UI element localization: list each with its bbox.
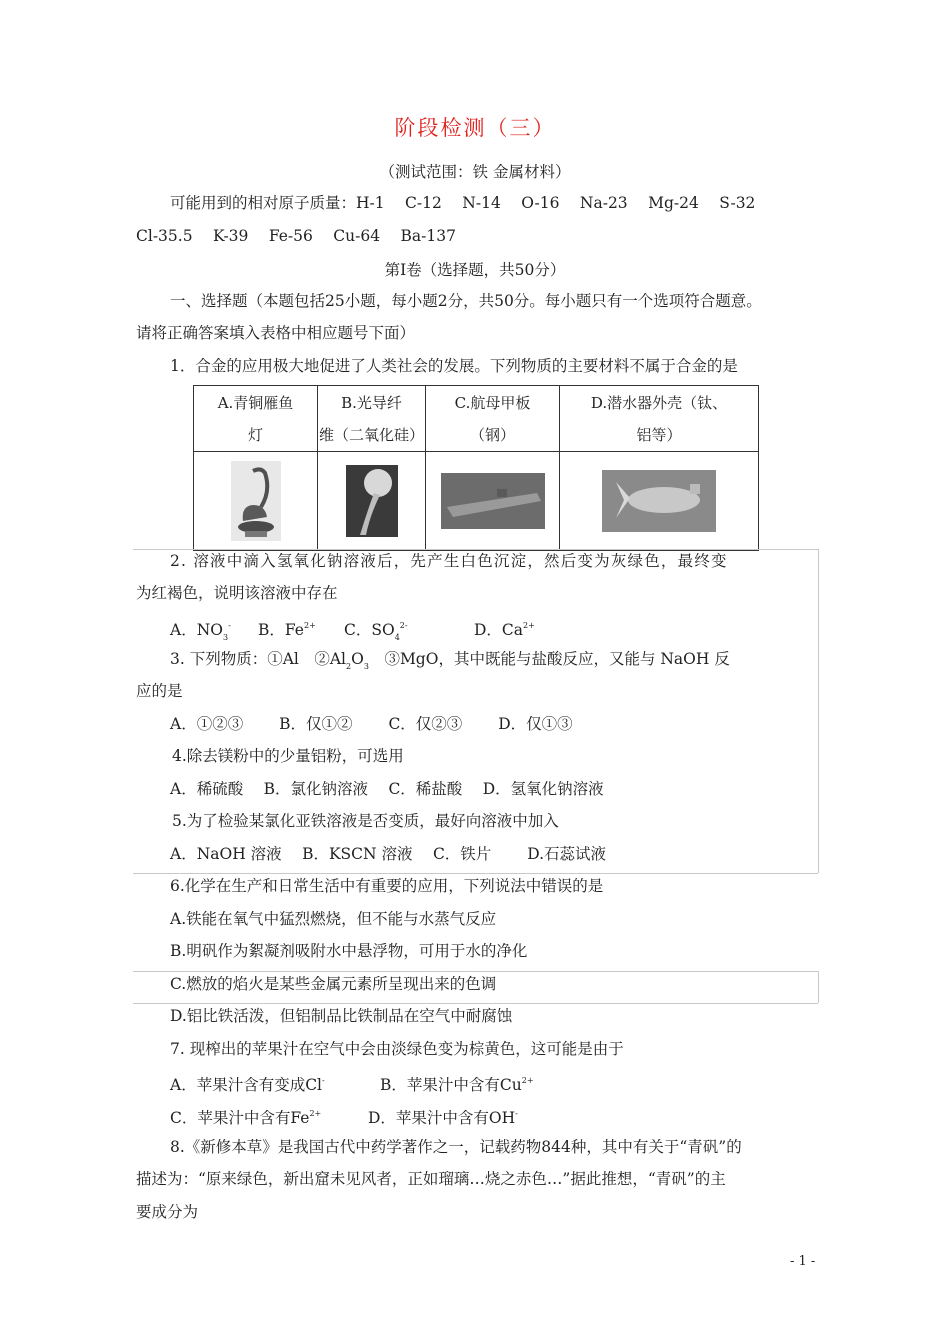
atomic-masses-line2: Cl-35.5 K-39 Fe-56 Cu-64 Ba-137 (136, 227, 456, 245)
q1-stem: 1．合金的应用极大地促进了人类社会的发展。下列物质的主要材料不属于合金的是 (170, 357, 738, 375)
q2-option-b: B．$Fe^{2+}$ (258, 621, 316, 639)
section-title: 第Ⅰ卷（选择题，共50分） (384, 261, 566, 279)
q1-options-table (193, 385, 759, 551)
frame-line (818, 549, 819, 873)
instructions-line2: 请将正确答案填入表格中相应题号下面） (136, 324, 416, 342)
q6-option-d: D.铝比铁活泼，但铝制品比铁制品在空气中耐腐蚀 (170, 1007, 513, 1025)
q7-option-d: D．苹果汁中含有OH- (368, 1109, 518, 1127)
q2-option-d: D．$Ca^{2+}$ (474, 621, 535, 639)
q1-option-c: C.航母甲板 （钢） (426, 386, 560, 452)
q6-option-a: A.铁能在氧气中猛烈燃烧，但不能与水蒸气反应 (170, 910, 497, 928)
frame-line (133, 549, 818, 550)
q2-option-a: A．$NO_3^-$ (170, 621, 231, 642)
q6-stem: 6.化学在生产和日常生活中有重要的应用，下列说法中错误的是 (170, 877, 604, 895)
q8-line2: 描述为：“原来绿色，新出窟未见风者，正如瑠璃…烧之赤色…”据此推想，“青矾”的主 (136, 1170, 726, 1188)
q4-stem: 4.除去镁粉中的少量铝粉，可选用 (172, 747, 404, 765)
frame-line (133, 971, 818, 972)
q7-option-c: C．苹果汁中含有$Fe^{2+}$ (170, 1109, 322, 1127)
page-number: - 1 - (790, 1254, 816, 1269)
q2-option-c: C．$SO_4^{2-}$ (344, 621, 408, 642)
frame-line (133, 1003, 818, 1004)
q6-option-c: C.燃放的焰火是某些金属元素所呈现出来的色调 (170, 975, 497, 993)
q5-options: A．NaOH 溶液 B．KSCN 溶液 C．铁片 D.石蕊试液 (170, 845, 607, 863)
q5-stem: 5.为了检验某氯化亚铁溶液是否变质，最好向溶液中加入 (172, 812, 559, 830)
q3-line2: 应的是 (136, 682, 183, 700)
q6-option-b: B.明矾作为絮凝剂吸附水中悬浮物，可用于水的净化 (170, 942, 528, 960)
atomic-masses-line1: 可能用到的相对原子质量：H-1 C-12 N-14 O-16 Na-23 Mg-24 S-32 (170, 194, 756, 212)
page-title: 阶段检测（三） (394, 116, 556, 140)
aircraft-carrier-image (426, 452, 560, 551)
q2-line2: 为红褐色，说明该溶液中存在 (136, 584, 338, 602)
test-scope: （测试范围：铁 金属材料） (379, 163, 571, 181)
q7-stem: 7. 现榨出的苹果汁在空气中会由淡绿色变为棕黄色，这可能是由于 (170, 1040, 624, 1058)
q1-option-b: B.光导纤 维（二氧化硅） (318, 386, 426, 452)
q8-line1: 8.《新修本草》是我国古代中药学著作之一，记载药物844种，其中有关于“青矾”的 (170, 1138, 742, 1156)
bronze-goose-lamp-image (194, 452, 318, 551)
frame-line (818, 971, 819, 1003)
q2-line1: 2. 溶液中滴入氢氧化钠溶液后，先产生白色沉淀，然后变为灰绿色，最终变 (170, 552, 728, 570)
q8-line3: 要成分为 (136, 1203, 199, 1221)
q4-options: A．稀硫酸 B．氯化钠溶液 C．稀盐酸 D．氢氧化钠溶液 (170, 780, 604, 798)
instructions-line1: 一、选择题（本题包括25小题，每小题2分，共50分。每小题只有一个选项符合题意。 (170, 292, 762, 310)
q7-option-a: A．苹果汁含有变成Cl- (170, 1076, 325, 1094)
q3-options: A．①②③ B．仅①② C．仅②③ D．仅①③ (170, 715, 573, 733)
q7-option-b: B．苹果汁中含有$Cu^{2+}$ (380, 1076, 534, 1094)
submersible-image (560, 452, 759, 551)
q1-option-d: D.潜水器外壳（钛、 铝等） (560, 386, 759, 452)
optical-fiber-image (318, 452, 426, 551)
q3-line1: 3. 下列物质：①Al $②Al_2O_3$ ③MgO，其中既能与盐酸反应，又能与 NaOH 反 (170, 650, 730, 671)
frame-line (133, 873, 818, 874)
q1-option-a: A.青铜雁鱼 灯 (194, 386, 318, 452)
